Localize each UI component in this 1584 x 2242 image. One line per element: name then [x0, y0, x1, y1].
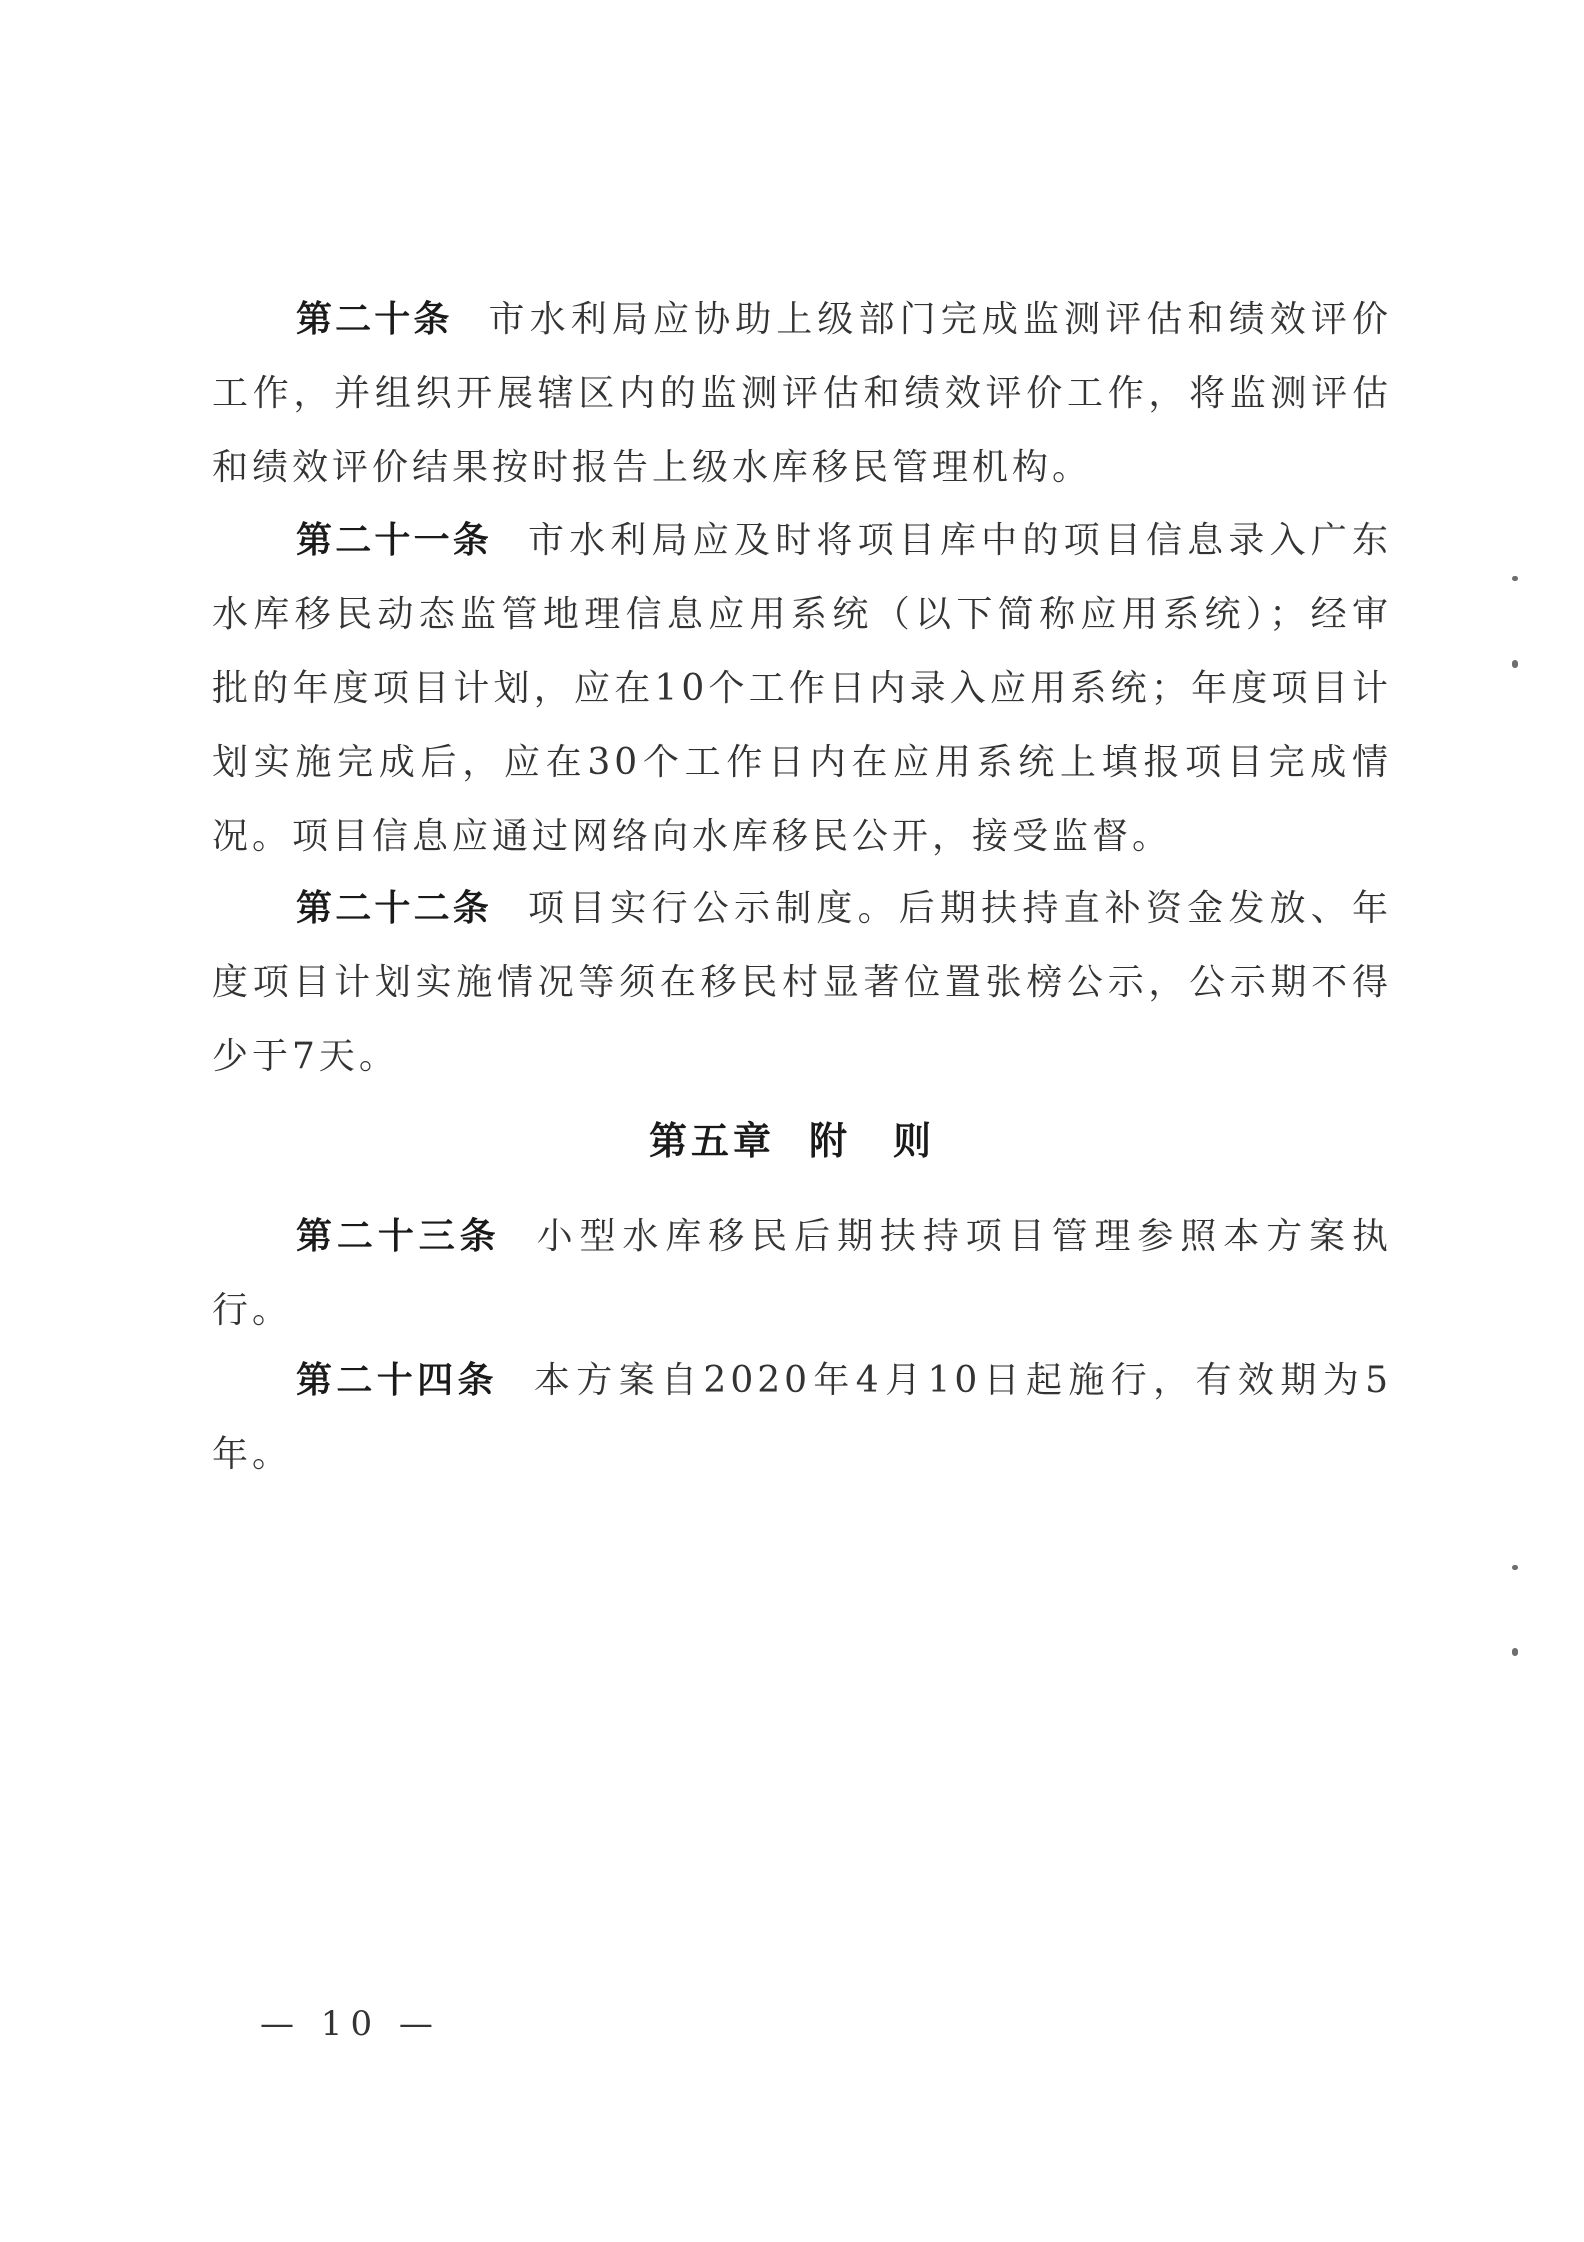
article-23: [212, 1200, 1392, 1348]
article-21: [212, 504, 1392, 874]
article-heading: 第二十二条: [296, 888, 492, 929]
scan-speck: [1512, 576, 1518, 581]
article-heading: 第二十四条: [296, 1360, 498, 1401]
article-heading: 第二十条: [296, 299, 453, 340]
article-24: [212, 1344, 1392, 1492]
article-body: 项目实行公示制度。后期扶持直补资金发放、年度项目计划实施情况等须在移民村显著位置张榜公示，公示期不得少于7天。: [212, 888, 1392, 1077]
article-22: [212, 872, 1392, 1094]
article-body: 市水利局应协助上级部门完成监测评估和绩效评价工作，并组织开展辖区内的监测评估和绩效评价工作，将监测评估和绩效评价结果按时报告上级水库移民管理机构。: [212, 299, 1392, 488]
article-body: 小型水库移民后期扶持项目管理参照本方案执行。: [212, 1216, 1392, 1331]
article-body: 本方案自2020年4月10日起施行，有效期为5年。: [212, 1360, 1392, 1475]
scan-speck: [1512, 660, 1518, 668]
article-body: 市水利局应及时将项目库中的项目信息录入广东水库移民动态监管地理信息应用系统（以下简称应用系统）；经审批的年度项目计划，应在10个工作日内录入应用系统；年度项目计划实施完成后，应在30个工作日内在应用系统上填报项目完成情况。项目信息应通过网络向水库移民公开，接受监督。: [212, 520, 1392, 857]
article-20: [212, 283, 1392, 505]
page-number: — 10 —: [260, 2004, 441, 2044]
article-heading: 第二十三条: [296, 1216, 501, 1257]
chapter-heading: [0, 1110, 1584, 1165]
article-heading: 第二十一条: [296, 520, 492, 561]
scan-speck: [1512, 1648, 1518, 1656]
chapter-title: 附 则: [809, 1119, 936, 1163]
scan-speck: [1512, 1565, 1518, 1570]
chapter-number: 第五章: [648, 1119, 775, 1163]
